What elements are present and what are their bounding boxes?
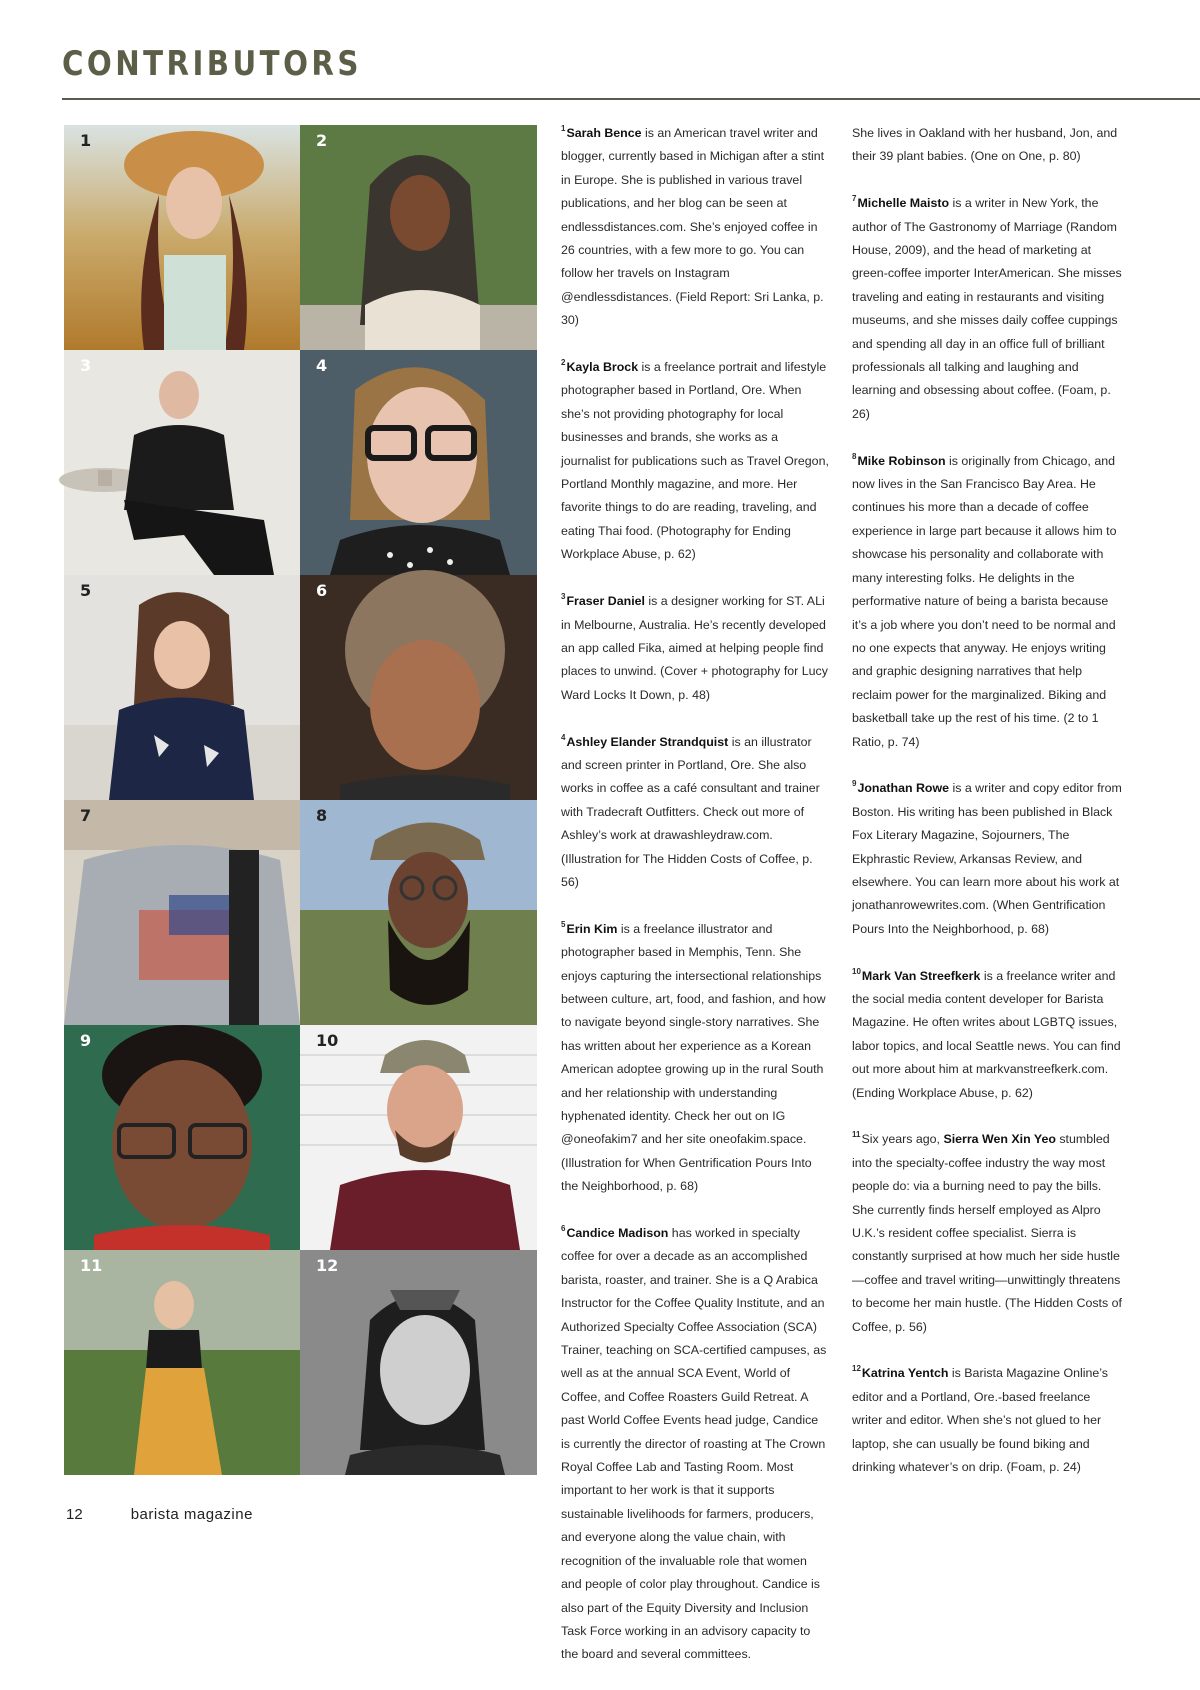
bio-entry-12: $^{12}$Katrina Yentch is Barista Magazine Online’s editor and a Portland, Ore.-based freelance writer and editor. When she’s not glued to her laptop, she can usually be found biking and drinking whatever’s on drip. (Foam, p. 24) <box>852 1364 1109 1475</box>
contributor-name: Mike Robinson <box>857 453 946 468</box>
contributor-name: Katrina Yentch <box>861 1366 949 1381</box>
contributor-photo-9 <box>64 1025 300 1250</box>
photo-number: 10 <box>316 1031 339 1050</box>
contributor-name: Mark Van Streefkerk <box>861 968 981 983</box>
contributor-name: Michelle Maisto <box>857 196 950 211</box>
contributor-photo-3 <box>64 350 300 575</box>
photo-number: 7 <box>80 806 92 825</box>
page-number: 12 <box>66 1506 83 1523</box>
page-footer <box>66 1506 253 1523</box>
contributor-name: Ashley Elander Strandquist <box>566 734 729 749</box>
contributor-photo-11 <box>64 1250 300 1475</box>
photo-number: 11 <box>80 1256 103 1275</box>
contributor-name: Sarah Bence <box>566 126 642 140</box>
contributor-photo-7 <box>64 800 300 1025</box>
photo-number: 8 <box>316 806 328 825</box>
bio-entry-10: $^{10}$Mark Van Streefkerk is a freelance writer and the social media content developer for Barista Magazine. He often writes about LGBTQ issues, labor topics, and local Seattle news. You can find out more about him at markvanstreefkerk.com. (Ending Workplace Abuse, p. 62) <box>852 966 1121 1100</box>
contributor-photo-6 <box>300 575 537 800</box>
contributor-photo-8 <box>300 800 537 1025</box>
bio-entry-11: $^{11}$Six years ago, Sierra Wen Xin Yeo stumbled into the specialty-coffee industry the way most people do: via a burning need to pay the bills. She currently finds herself employed as Alpro U.K.’s resident coffee specialist. Sierra is constantly surprised at how much her side hustle—coffee and travel writing—unwittingly threatens to become her main hustle. (The Hidden Costs of Coffee, p. 56) <box>852 1130 1122 1334</box>
contributor-name: Fraser Daniel <box>566 594 645 609</box>
contributor-name: Erin Kim <box>566 921 618 936</box>
bio-entry-8: $^8$Mike Robinson is originally from Chicago, and now lives in the San Francisco Bay Area. He continues his more than a decade of coffee experience in large part because it allows him to showcase his personality and collaborate with many interesting folks. He delights in the performative nature of being a barista because it’s a job where you don’t need to be normal and no one expects that anyway. He enjoys writing and graphic designing narratives that help reclaim power for the marginalized. Biking and basketball take up the rest of his time. (2 to 1 Ratio, p. 74) <box>852 451 1117 749</box>
bio-entry-6: $^6$Candice Madison has worked in specialty coffee for over a decade as an accomplished barista, roaster, and trainer. She is a Q Arabica Instructor for the Coffee Quality Institute, and an Authorized Specialty Coffee Association (SCA) Trainer, teaching on SCA-certified campuses, as well as at the annual SCA Event, World of Coffee, and Coffee Roasters Guild Retreat. A past World Coffee Events head judge, Candice is currently the director of roasting at The Crown Royal Coffee Lab and Tasting Room. Most important to her work is that it supports sustainable livelihoods for farmers, producers, and everyone along the value chain, with recognition of the invaluable role that women and people of color play throughout. Candice is also part of the Equity Diversity and Inclusion Task Force working in an advisory capacity to the board and several committees. <box>561 1224 827 1662</box>
contributor-photo-1 <box>64 125 300 350</box>
bio-entry-3: $^3$Fraser Daniel is a designer working for ST. ALi in Melbourne, Australia. He’s recently developed an app called Fika, aimed at helping people find places to unwind. (Cover + photography for Lucy Ward Locks It Down, p. 48) <box>561 592 828 702</box>
photo-number: 2 <box>316 131 328 150</box>
photo-number: 3 <box>80 356 92 375</box>
photo-number: 5 <box>80 581 92 600</box>
photo-number: 6 <box>316 581 328 600</box>
contributor-photo-2 <box>300 125 537 350</box>
contributor-photo-grid <box>64 125 537 1477</box>
bio-entry-2: $^2$Kayla Brock is a freelance portrait and lifestyle photographer based in Portland, Ore. When she’s not providing photography for local businesses and brands, she works as a journalist for publications such as Travel Oregon, Portland Monthly magazine, and more. Her favorite things to do are reading, traveling, and eating Thai food. (Photography for Ending Workplace Abuse, p. 62) <box>561 358 829 562</box>
bio-column-1 <box>561 122 829 1690</box>
page-title: CONTRIBUTORS <box>62 44 362 84</box>
contributor-photo-12 <box>300 1250 537 1475</box>
photo-number: 1 <box>80 131 92 150</box>
contributor-name: Candice Madison <box>566 1226 669 1241</box>
contributor-name: Sierra Wen Xin Yeo <box>943 1132 1056 1147</box>
photo-number: 12 <box>316 1256 339 1275</box>
contributor-photo-4 <box>300 350 537 575</box>
contributor-photo-5 <box>64 575 300 800</box>
contributor-name: Kayla Brock <box>566 360 639 375</box>
photo-number: 9 <box>80 1031 92 1050</box>
bio-entry-7: $^7$Michelle Maisto is a writer in New York, the author of The Gastronomy of Marriage (Random House, 2009), and the head of marketing at green-coffee importer InterAmerican. She misses traveling and eating in restaurants and visiting museums, and she misses daily coffee cuppings and spending all day in an office full of brilliant professionals all talking and laughing and learning and obsessing about coffee. (Foam, p. 26) <box>852 194 1122 421</box>
title-divider <box>62 98 1200 100</box>
photo-number: 4 <box>316 356 328 375</box>
contributor-name: Jonathan Rowe <box>857 781 950 796</box>
bio-entry-1: $^1$Sarah Bence is an American travel writer and blogger, currently based in Michigan after a stint in Europe. She is published in various travel publications, and her blog can be seen at endlessdistances.com. She’s enjoyed coffee in 26 countries, with a few more to go. You can follow her travels on Instagram @endlessdistances. (Field Report: Sri Lanka, p. 30) <box>561 124 825 328</box>
bio-entry-5: $^5$Erin Kim is a freelance illustrator and photographer based in Memphis, Tenn. She enjoys capturing the intersectional relationships between culture, art, food, and fashion, and how to navigate beyond single-story narratives. She has written about her experience as a Korean American adoptee growing up in the rural South and her relationship with understanding hyphenated identity. Check her out on IG @oneofakim7 and her site oneofakim.space. (Illustration for When Gentrification Pours Into the Neighborhood, p. 68) <box>561 919 826 1194</box>
publication-name: barista magazine <box>130 1506 253 1523</box>
bio-entry-6-continued: She lives in Oakland with her husband, Jon, and their 39 plant babies. (One on One, p. 80) <box>852 126 1118 164</box>
contributor-photo-10 <box>300 1025 537 1250</box>
bio-entry-9: $^9$Jonathan Rowe is a writer and copy editor from Boston. His writing has been published in Black Fox Literary Magazine, Sojourners, The Ekphrastic Review, Arkansas Review, and elsewhere. You can learn more about his work at jonathanrowewrites.com. (When Gentrification Pours Into the Neighborhood, p. 68) <box>852 779 1122 936</box>
bio-entry-4: $^4$Ashley Elander Strandquist is an illustrator and screen printer in Portland, Ore. She also works in coffee as a café consultant and trainer with Tradecraft Outfitters. Check out more of Ashley’s work at drawashleydraw.com. (Illustration for The Hidden Costs of Coffee, p. 56) <box>561 732 820 889</box>
bio-column-2 <box>852 122 1122 1503</box>
